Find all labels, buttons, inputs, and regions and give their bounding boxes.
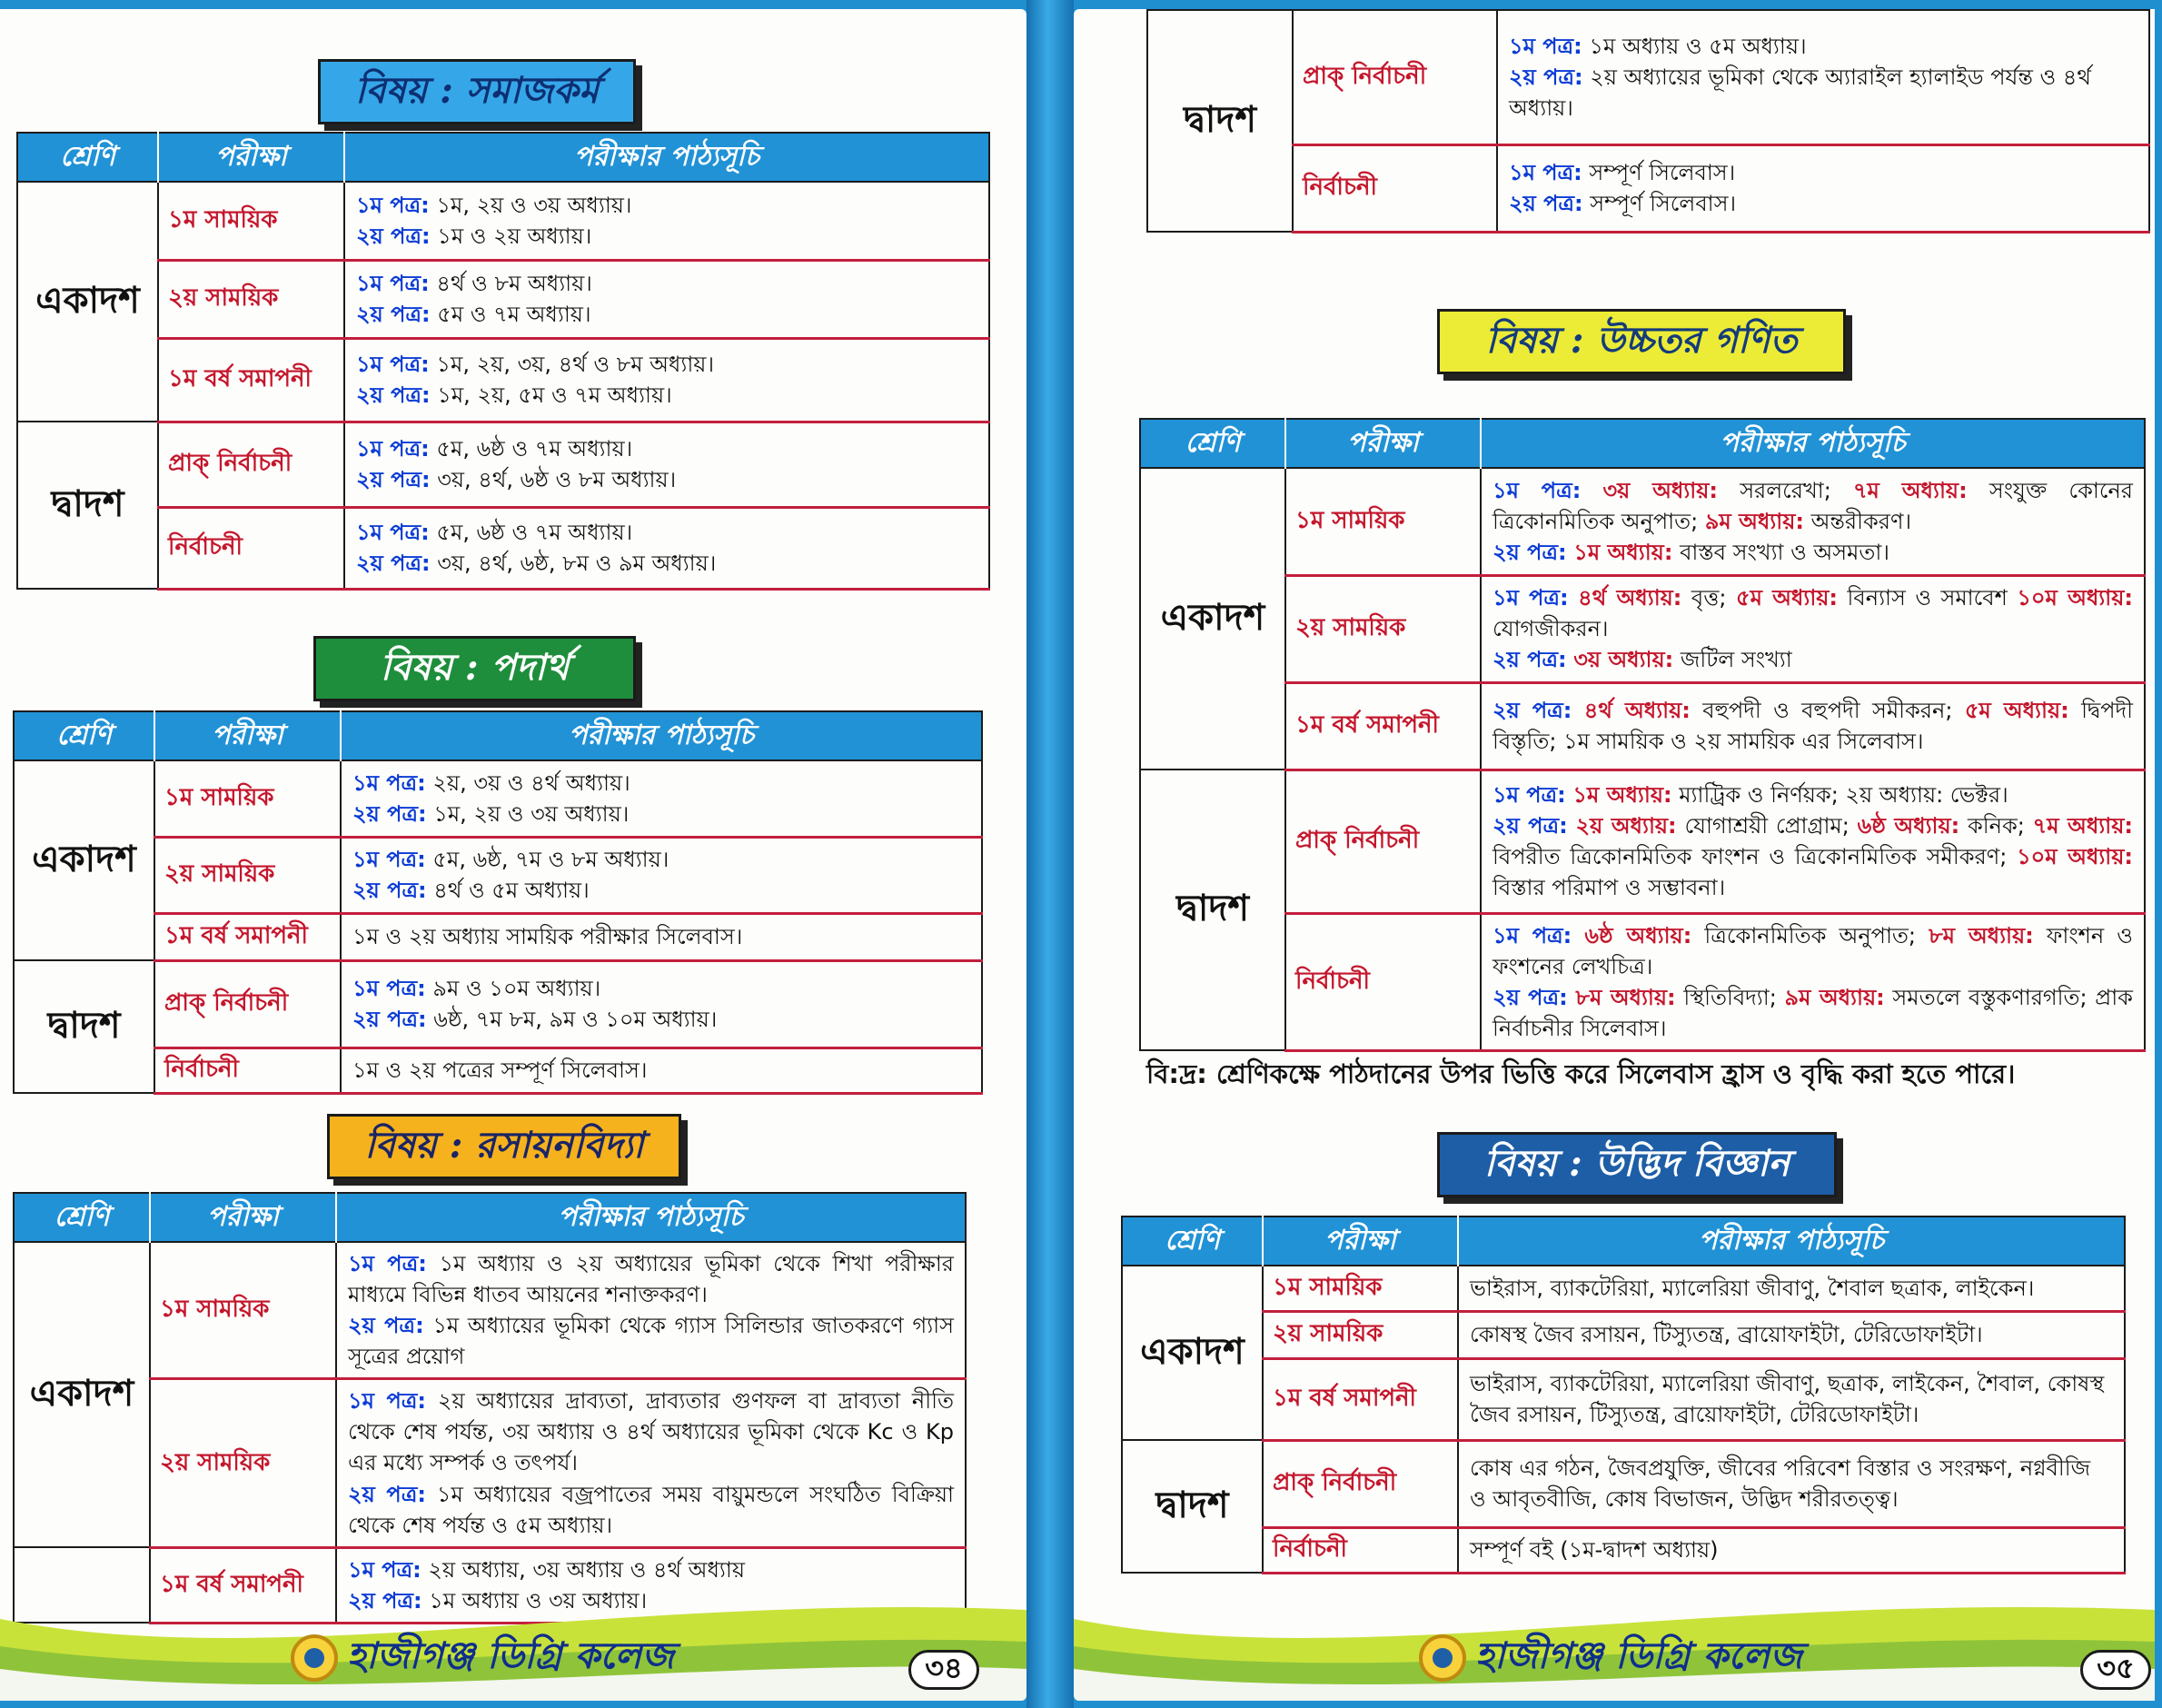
exam-cell: নির্বাচনী [1285,913,1481,1050]
exam-cell: ২য় সাময়িক [1285,575,1481,682]
syllabus-cell: ১ম পত্র: ৫ম, ৬ষ্ঠ ও ৭ম অধ্যায়। ২য় পত্র: ৩য়, ৪র্থ, ৬ষ্ঠ, ৮ম ও ৯ম অধ্যায়। [344,507,989,589]
exam-cell: ১ম সাময়িক [150,1242,336,1379]
class-cell: একাদশ [14,760,154,960]
syllabus-cell: ১ম পত্র: ৯ম ও ১০ম অধ্যায়। ২য় পত্র: ৬ষ্ঠ, ৭ম ৮ম, ৯ম ও ১০ম অধ্যায়। [341,960,982,1048]
syllabus-cell: ১ম পত্র: ১ম অধ্যায় ও ২য় অধ্যায়ের ভূমিকা থেকে শিখা পরীক্ষার মাধ্যমে বিভিন্ন ধাতব আয়নের শনাক্তকরণ। ২য় পত্র: ১ম অধ্যায়ের ভূমিকা থেকে গ্যাস সিলিন্ডার জাতকরণে গ্যাস সূত্রের প্রয়োগ [336,1242,966,1379]
syllabus-cell: ১ম পত্র: সম্পূর্ণ সিলেবাস। ২য় পত্র: সম্পূর্ণ সিলেবাস। [1497,144,2149,232]
college-logo-icon [291,1634,338,1682]
class-cell: দ্বাদশ [14,960,154,1093]
subject-title-chemistry: বিষয় : রসায়নবিদ্যা [327,1114,681,1179]
class-cell: একাদশ [1140,468,1285,770]
exam-cell: ২য় সাময়িক [154,837,341,913]
exam-cell: প্রাক্ নির্বাচনী [1293,10,1497,144]
exam-cell: ১ম বর্ষ সমাপনী [1285,682,1481,770]
syllabus-cell: ১ম ও ২য় অধ্যায় সাময়িক পরীক্ষার সিলেবাস। [341,913,982,960]
subject-title-higher-math: বিষয় : উচ্চতর গণিত [1437,309,1846,374]
syllabus-cell: ১ম ও ২য় পত্রের সম্পূর্ণ সিলেবাস। [341,1048,982,1093]
table-row [14,913,982,960]
header-exam: পরীক্ষা [1263,1216,1458,1266]
header-exam: পরীক্ষা [150,1193,336,1242]
syllabus-cell: ১ম পত্র: ১ম, ২য় ও ৩য় অধ্যায়। ২য় পত্র: ১ম ও ২য় অধ্যায়। [344,182,989,260]
header-exam: পরীক্ষা [1285,419,1481,468]
table-row [14,1379,966,1547]
exam-cell: নির্বাচনী [1293,144,1497,232]
syllabus-cell: ভাইরাস, ব্যাকটেরিয়া, ম্যালেরিয়া জীবাণু, শৈবাল ছত্রাক, লাইকেন। [1458,1266,2125,1311]
table-botany [1121,1216,2126,1574]
college-name: হাজীগঞ্জ ডিগ্রি কলেজ [347,1634,675,1677]
left-page [0,9,1026,1701]
exam-cell: ১ম বর্ষ সমাপনী [158,338,344,422]
table-row [1147,144,2149,232]
table-row [14,1048,982,1093]
exam-cell: প্রাক্ নির্বাচনী [1263,1440,1458,1527]
table-row [14,960,982,1048]
exam-cell: ১ম বর্ষ সমাপনী [154,913,341,960]
header-syllabus: পরীক্ষার পাঠ্যসূচি [1458,1216,2125,1266]
header-exam: পরীক্ষা [158,133,344,182]
syllabus-cell: সম্পূর্ণ বই (১ম-দ্বাদশ অধ্যায়) [1458,1527,2125,1573]
table-row [1122,1358,2125,1440]
table-row [1147,10,2149,144]
exam-cell: নির্বাচনী [1263,1527,1458,1573]
class-cell: দ্বাদশ [17,422,158,589]
header-class: শ্রেণি [14,1193,150,1242]
footer [291,1627,674,1688]
college-name: হাজীগঞ্জ ডিগ্রি কলেজ [1475,1634,1803,1677]
table-row [17,260,989,338]
header-syllabus: পরীক্ষার পাঠ্যসূচি [344,133,989,182]
header-class: শ্রেণি [17,133,158,182]
exam-cell: ১ম বর্ষ সমাপনী [1263,1358,1458,1440]
exam-cell: ১ম সাময়িক [1285,468,1481,575]
class-cell: দ্বাদশ [1140,770,1285,1050]
class-cell: একাদশ [14,1242,150,1547]
syllabus-cell: ২য় পত্র: ৪র্থ অধ্যায়: বহুপদী ও বহুপদী সমীকরন; ৫ম অধ্যায়: দ্বিপদী বিস্তৃতি; ১ম সাময়িক ও ২য় সাময়িক এর সিলেবাস। [1481,682,2145,770]
syllabus-cell: ১ম পত্র: ২য় অধ্যায়ের দ্রাব্যতা, দ্রাব্যতার গুণফল বা দ্রাব্যতা নীতি থেকে শেষ পর্যন্ত, ৩য় অধ্যায় ও ৪র্থ অধ্যায়ের ভূমিকা থেকে Kc ও Kp এর মধ্যে সম্পর্ক ও তৎপর্য। ২য় পত্র: ১ম অধ্যায়ের বজ্রপাতের সময় বায়ুমন্ডলে সংঘঠিত বিক্রিয়া থেকে শেষ পর্যন্ত ও ৫ম অধ্যায়। [336,1379,966,1547]
table-row [14,760,982,837]
book-spine [1026,0,1074,1708]
table-row [1140,575,2145,682]
right-page [1074,9,2155,1701]
syllabus-cell: ১ম পত্র: ৪র্থ অধ্যায়: বৃত্ত; ৫ম অধ্যায়: বিন্যাস ও সমাবেশ ১০ম অধ্যায়: যোগজীকরন। ২য় পত্র: ৩য় অধ্যায়: জটিল সংখ্যা [1481,575,2145,682]
exam-cell: ১ম সাময়িক [1263,1266,1458,1311]
header-syllabus: পরীক্ষার পাঠ্যসূচি [336,1193,966,1242]
table-physics [13,710,983,1095]
exam-cell: ২য় সাময়িক [150,1379,336,1547]
table-row [14,837,982,913]
table-row [1140,770,2145,913]
header-syllabus: পরীক্ষার পাঠ্যসূচি [1481,419,2145,468]
syllabus-cell: ১ম পত্র: ১ম অধ্যায়: ম্যাট্রিক ও নির্ণয়ক; ২য় অধ্যায়: ভেক্টর। ২য় পত্র: ২য় অধ্যায়: যোগাশ্রয়ী প্রোগ্রাম; ৬ষ্ঠ অধ্যায়: কনিক; ৭ম অধ্যায়: বিপরীত ত্রিকোনমিতিক ফাংশন ও ত্রিকোনমিতিক সমীকরণ; ১০ম অধ্যায়: বিস্তার পরিমাপ ও সম্ভাবনা। [1481,770,2145,913]
table-chemistry-continued [1146,9,2150,233]
exam-cell: প্রাক্ নির্বাচনী [1285,770,1481,913]
syllabus-note: বি:দ্র: শ্রেণিকক্ষে পাঠদানের উপর ভিত্তি করে সিলেবাস হ্রাস ও বৃদ্ধি করা হতে পারে। [1146,1058,2016,1089]
table-row [14,1242,966,1379]
page-number: ৩৫ [2080,1650,2151,1690]
syllabus-cell: কোষ এর গঠন, জৈবপ্রযুক্তি, জীবের পরিবেশ বিস্তার ও সংরক্ষণ, নগ্নবীজি ও আবৃতবীজি, কোষ বিভাজন, উদ্ভিদ শরীরতত্ত্ব। [1458,1440,2125,1527]
syllabus-cell: কোষস্থ জৈব রসায়ন, টিস্যুতন্ত্র, ব্রায়োফাইটা, টেরিডোফাইটা। [1458,1311,2125,1358]
table-row [17,182,989,260]
syllabus-cell: ভাইরাস, ব্যাকটেরিয়া, ম্যালেরিয়া জীবাণু, ছত্রাক, লাইকেন, শৈবাল, কোষস্থ জৈব রসায়ন, টিস্যুতন্ত্র, ব্রায়োফাইটা, টেরিডোফাইটা। [1458,1358,2125,1440]
exam-cell: ১ম সাময়িক [158,182,344,260]
subject-title-botany: বিষয় : উদ্ভিদ বিজ্ঞান [1437,1132,1837,1197]
syllabus-cell: ১ম পত্র: ১ম অধ্যায় ও ৫ম অধ্যায়। ২য় পত্র: ২য় অধ্যায়ের ভূমিকা থেকে অ্যারাইল হ্যালাইড পর্যন্ত ও ৪র্থ অধ্যায়। [1497,10,2149,144]
table-row [17,338,989,422]
table-row [1122,1440,2125,1527]
college-logo-icon [1419,1634,1466,1682]
syllabus-cell: ১ম পত্র: ৬ষ্ঠ অধ্যায়: ত্রিকোনমিতিক অনুপাত; ৮ম অধ্যায়: ফাংশন ও ফংশনের লেখচিত্র। ২য় পত্র: ৮ম অধ্যায়: স্থিতিবিদ্যা; ৯ম অধ্যায়: সমতলে বস্তুকণারগতি; প্রাক নির্বাচনীর সিলেবাস। [1481,913,2145,1050]
class-cell: দ্বাদশ [1147,10,1293,232]
class-cell: একাদশ [17,182,158,422]
exam-cell: নির্বাচনী [154,1048,341,1093]
exam-cell: ২য় সাময়িক [1263,1311,1458,1358]
exam-cell: প্রাক্ নির্বাচনী [158,422,344,507]
table-row [1140,682,2145,770]
table-row [1140,468,2145,575]
class-cell: দ্বাদশ [1122,1440,1263,1573]
header-class: শ্রেণি [14,711,154,760]
syllabus-cell: ১ম পত্র: ৫ম, ৬ষ্ঠ, ৭ম ও ৮ম অধ্যায়। ২য় পত্র: ৪র্থ ও ৫ম অধ্যায়। [341,837,982,913]
syllabus-cell: ১ম পত্র: ৪র্থ ও ৮ম অধ্যায়। ২য় পত্র: ৫ম ও ৭ম অধ্যায়। [344,260,989,338]
table-samajkarma [16,132,990,591]
header-syllabus: পরীক্ষার পাঠ্যসূচি [341,711,982,760]
subject-title-physics: বিষয় : পদার্থ [313,636,636,701]
subject-title-samajkarma: বিষয় : সমাজকর্ম [318,59,636,124]
exam-cell: ১ম বর্ষ সমাপনী [150,1547,336,1623]
footer [1419,1627,1802,1688]
class-cell: একাদশ [1122,1266,1263,1440]
table-row [1140,913,2145,1050]
exam-cell: নির্বাচনী [158,507,344,589]
exam-cell: ১ম সাময়িক [154,760,341,837]
table-row [1122,1266,2125,1311]
header-class: শ্রেণি [1140,419,1285,468]
page-number: ৩৪ [908,1650,979,1690]
syllabus-cell: ১ম পত্র: ৩য় অধ্যায়: সরলরেখা; ৭ম অধ্যায়: সংযুক্ত কোনের ত্রিকোনমিতিক অনুপাত; ৯ম অধ্যায়: অন্তরীকরণ। ২য় পত্র: ১ম অধ্যায়: বাস্তব সংখ্যা ও অসমতা। [1481,468,2145,575]
syllabus-cell: ১ম পত্র: ৫ম, ৬ষ্ঠ ও ৭ম অধ্যায়। ২য় পত্র: ৩য়, ৪র্থ, ৬ষ্ঠ ও ৮ম অধ্যায়। [344,422,989,507]
table-higher-math [1139,418,2146,1052]
table-row [1122,1311,2125,1358]
header-class: শ্রেণি [1122,1216,1263,1266]
exam-cell: ২য় সাময়িক [158,260,344,338]
header-exam: পরীক্ষা [154,711,341,760]
syllabus-cell: ১ম পত্র: ২য় অধ্যায়, ৩য় অধ্যায় ও ৪র্থ অধ্যায় ২য় পত্র: ১ম অধ্যায় ও ৩য় অধ্যায়। [336,1547,966,1623]
table-row [17,422,989,507]
syllabus-cell: ১ম পত্র: ২য়, ৩য় ও ৪র্থ অধ্যায়। ২য় পত্র: ১ম, ২য় ও ৩য় অধ্যায়। [341,760,982,837]
table-row [17,507,989,589]
exam-cell: প্রাক্ নির্বাচনী [154,960,341,1048]
syllabus-cell: ১ম পত্র: ১ম, ২য়, ৩য়, ৪র্থ ও ৮ম অধ্যায়। ২য় পত্র: ১ম, ২য়, ৫ম ও ৭ম অধ্যায়। [344,338,989,422]
